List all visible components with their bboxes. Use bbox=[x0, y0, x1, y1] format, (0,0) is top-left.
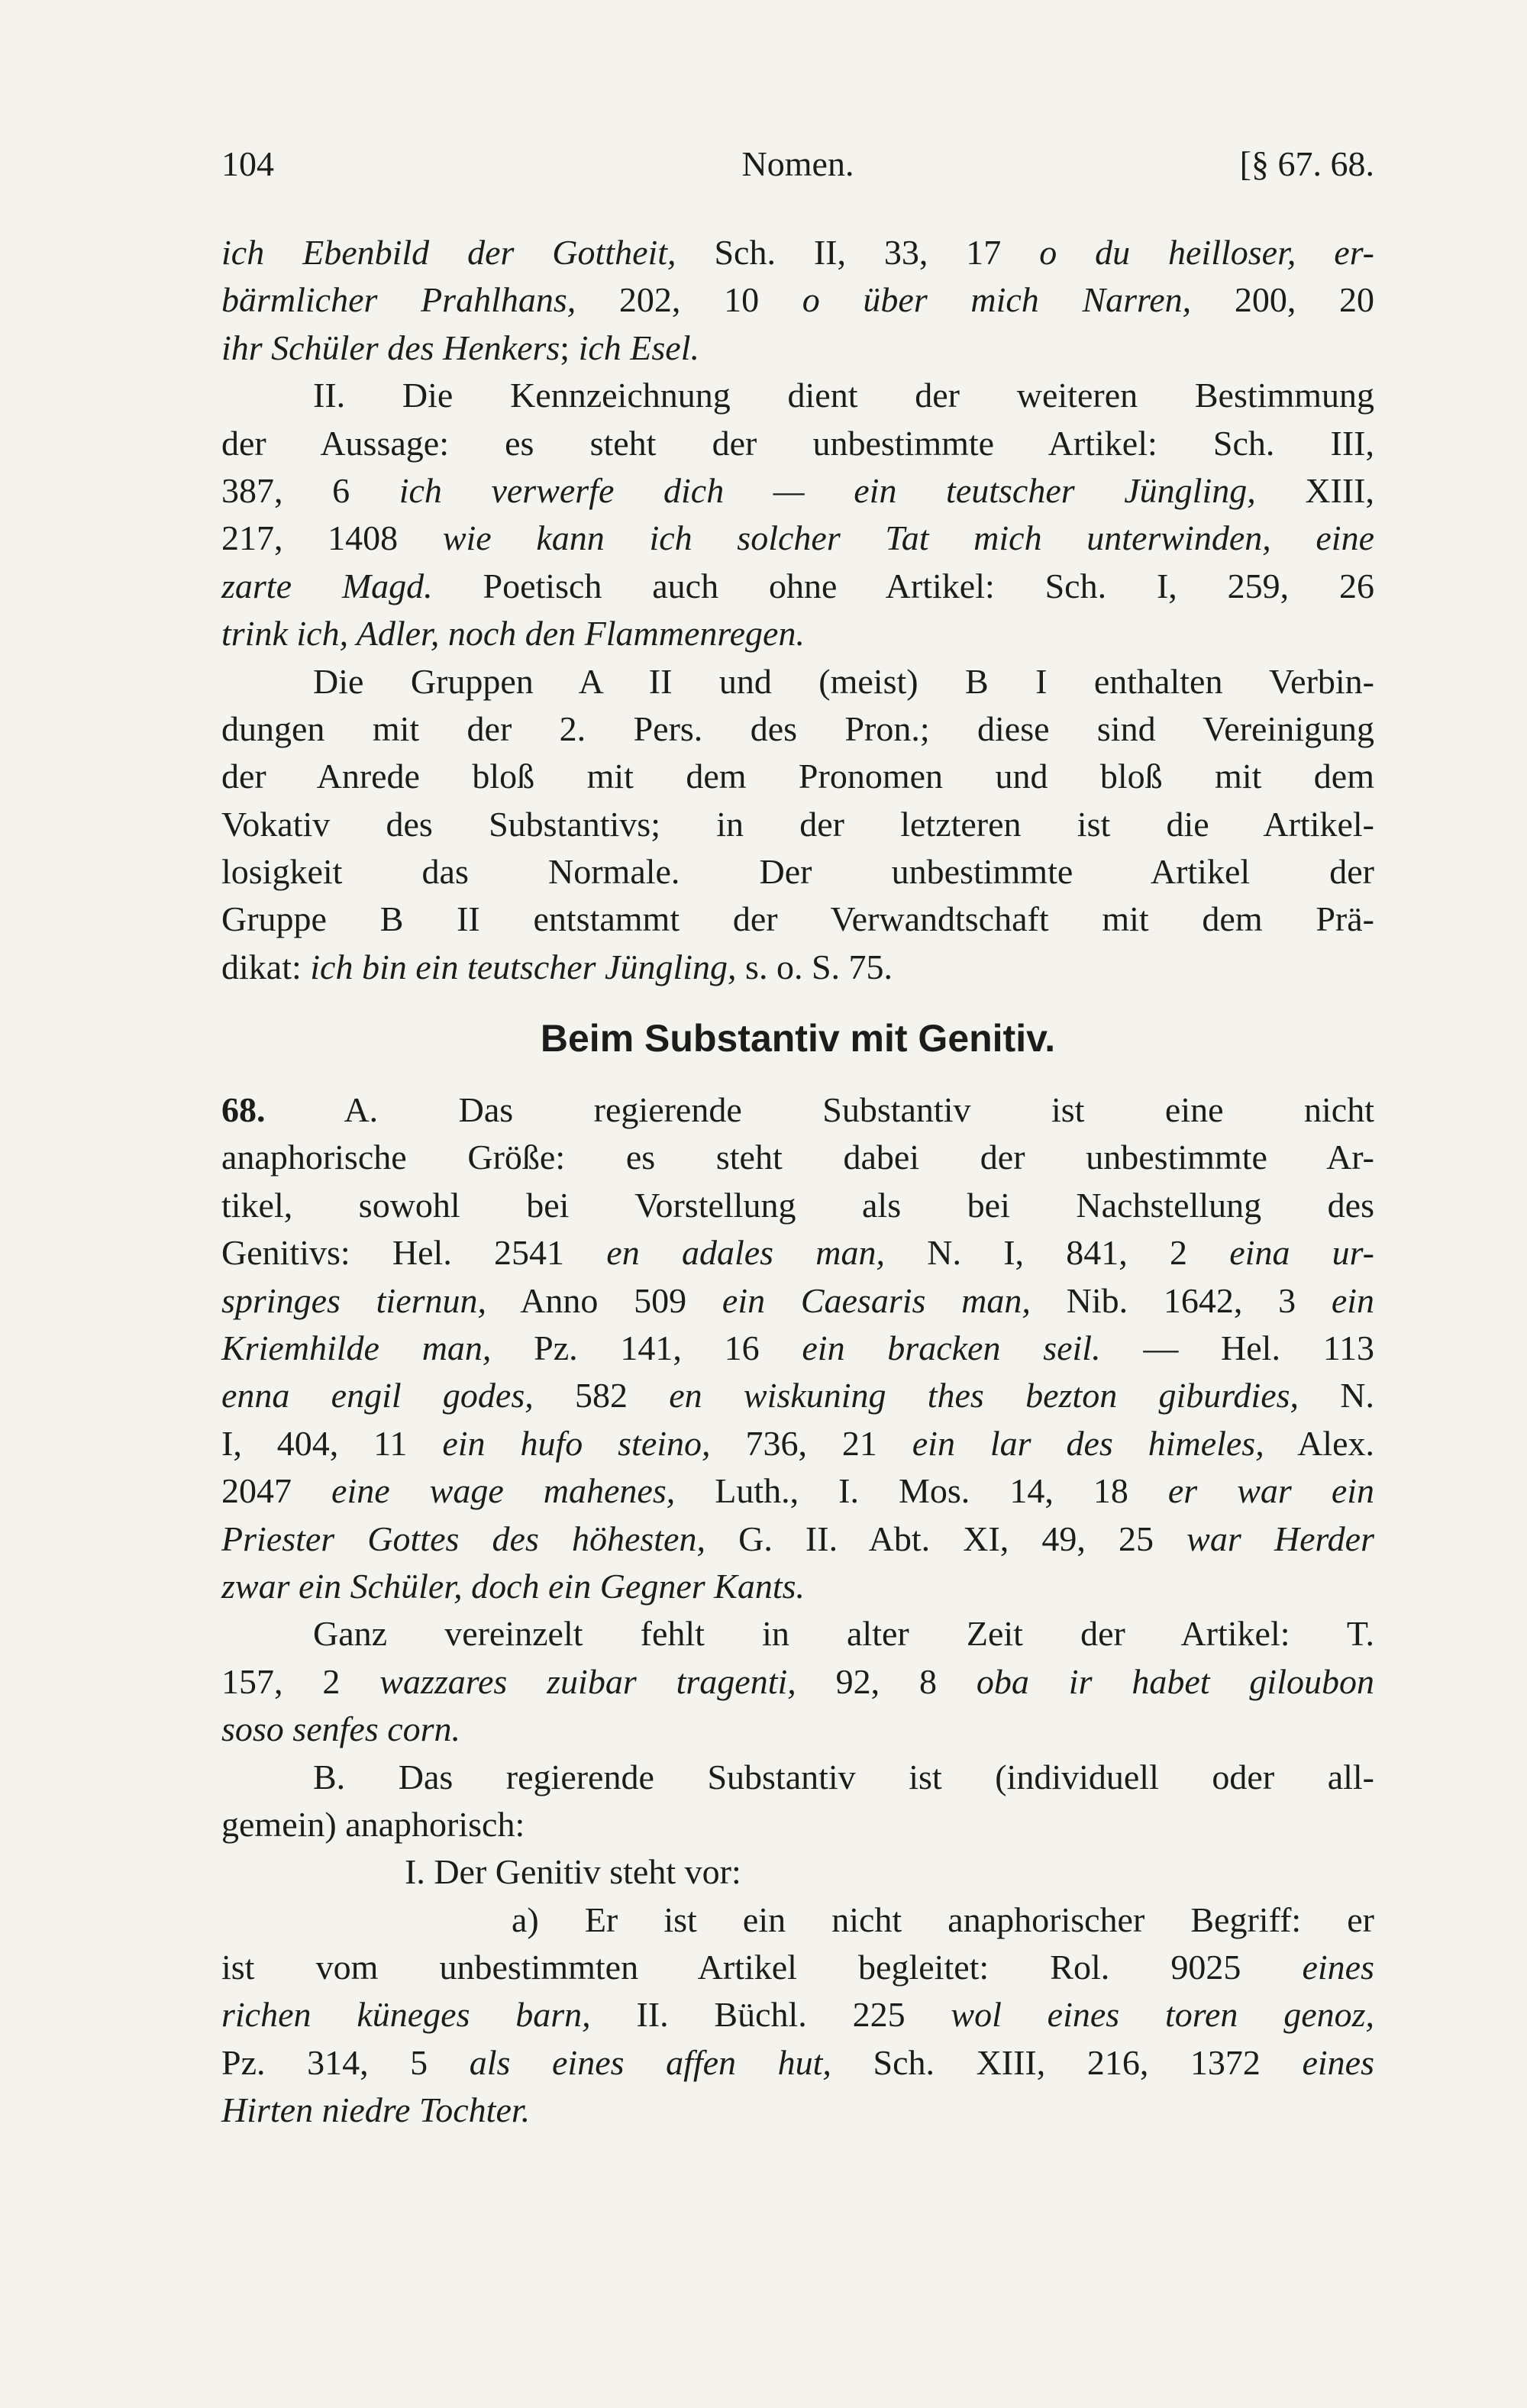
text-line: ist vom unbestimmten Artikel begleitet: Rol. 9025 eines bbox=[221, 1948, 1374, 1987]
text-line: I. Der Genitiv steht vor: bbox=[405, 1852, 741, 1892]
text-line: Hirten niedre Tochter. bbox=[221, 2090, 531, 2130]
section-heading: Beim Substantiv mit Genitiv. bbox=[540, 1017, 1056, 1060]
text-line: 157, 2 wazzares zuibar tragenti, 92, 8 oba ir habet giloubon bbox=[221, 1661, 1374, 1701]
text-line: losigkeit das Normale. Der unbestimmte Artikel der bbox=[221, 852, 1374, 892]
text-line: ihr Schüler des Henkers; ich Esel. bbox=[221, 328, 699, 367]
text-line: springes tiernun, Anno 509 ein Caesaris man, Nib. 1642, 3 ein bbox=[221, 1280, 1375, 1320]
text-line: Genitivs: Hel. 2541 en adales man, N. I, 841, 2 eina ur- bbox=[221, 1233, 1374, 1273]
text-line: soso senfes corn. bbox=[221, 1709, 461, 1749]
text-line: bärmlicher Prahlhans, 202, 10 o über mich Narren, 200, 20 bbox=[221, 280, 1374, 320]
text-line: der Anrede bloß mit dem Pronomen und bloß mit dem bbox=[221, 757, 1374, 796]
running-title: Nomen. bbox=[741, 144, 854, 183]
text-line: 217, 1408 wie kann ich solcher Tat mich unterwinden, eine bbox=[221, 518, 1375, 558]
text-line: Pz. 314, 5 als eines affen hut, Sch. XIII, 216, 1372 eines bbox=[221, 2042, 1374, 2082]
text-line: zarte Magd. Poetisch auch ohne Artikel: Sch. I, 259, 26 bbox=[221, 566, 1374, 605]
text-line: Kriemhilde man, Pz. 141, 16 ein bracken seil. — Hel. 113 bbox=[221, 1328, 1374, 1367]
page-number: 104 bbox=[221, 144, 274, 183]
text-line: ich Ebenbild der Gottheit, Sch. II, 33, 17 o du heilloser, er- bbox=[221, 233, 1374, 272]
text-line: B. Das regierende Substantiv ist (individuell oder all- bbox=[313, 1757, 1374, 1796]
text-line: enna engil godes, 582 en wiskuning thes bezton giburdies, N. bbox=[221, 1376, 1375, 1415]
text-line: 2047 eine wage mahenes, Luth., I. Mos. 14, 18 er war ein bbox=[221, 1471, 1375, 1511]
text-line: gemein) anaphorisch: bbox=[221, 1804, 525, 1844]
text-line: 68. A. Das regierende Substantiv ist eine nicht bbox=[221, 1090, 1374, 1130]
text-line: Vokativ des Substantivs; in der letzteren ist die Artikel- bbox=[221, 804, 1374, 844]
page-body bbox=[221, 229, 1374, 2135]
running-head bbox=[221, 137, 1374, 191]
text-line: a) Er ist ein nicht anaphorischer Begriff: er bbox=[512, 1900, 1374, 1939]
text-line: II. Die Kennzeichnung dient der weiteren Bestimmung bbox=[313, 376, 1374, 415]
text-line: 387, 6 ich verwerfe dich — ein teutscher Jüngling, XIII, bbox=[221, 470, 1374, 510]
text-line: trink ich, Adler, noch den Flammenregen. bbox=[221, 614, 805, 654]
section-number: 68. bbox=[221, 1090, 266, 1130]
section-reference: [§ 67. 68. bbox=[1239, 144, 1374, 183]
text-line: anaphorische Größe: es steht dabei der unbestimmte Ar- bbox=[221, 1138, 1374, 1177]
text-line: dungen mit der 2. Pers. des Pron.; diese sind Vereinigung bbox=[221, 709, 1374, 748]
text-line: Ganz vereinzelt fehlt in alter Zeit der Artikel: T. bbox=[313, 1614, 1374, 1654]
text-line: dikat: ich bin ein teutscher Jüngling, s. o. S. 75. bbox=[221, 947, 893, 986]
text-line: zwar ein Schüler, doch ein Gegner Kants. bbox=[221, 1566, 805, 1606]
text-line: I, 404, 11 ein hufo steino, 736, 21 ein lar des himeles, Alex. bbox=[221, 1423, 1375, 1463]
text-line: Gruppe B II entstammt der Verwandtschaft mit dem Prä- bbox=[221, 899, 1374, 939]
text-line: der Aussage: es steht der unbestimmte Artikel: Sch. III, bbox=[221, 423, 1374, 463]
text-line: Die Gruppen A II und (meist) B I enthalten Verbin- bbox=[313, 661, 1374, 701]
text-line: tikel, sowohl bei Vorstellung als bei Nachstellung des bbox=[221, 1185, 1374, 1225]
text-line: richen küneges barn, II. Büchl. 225 wol eines toren genoz, bbox=[221, 1995, 1375, 2035]
text-line: Priester Gottes des höhesten, G. II. Abt. XI, 49, 25 war Herder bbox=[221, 1519, 1375, 1558]
